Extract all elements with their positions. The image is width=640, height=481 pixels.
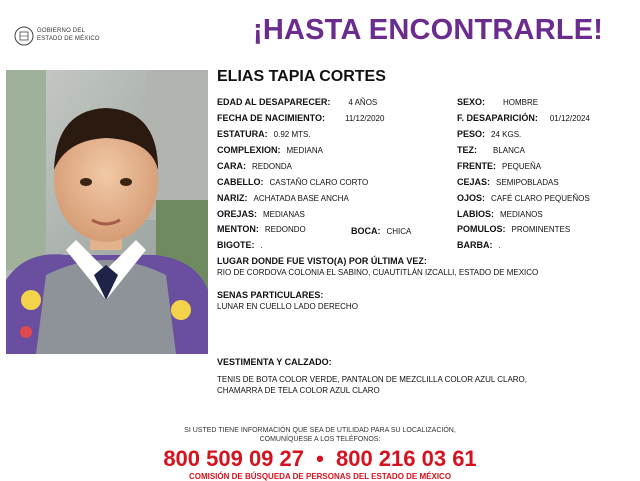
- phone-numbers: [0, 446, 640, 472]
- field-sex: SEXO: HOMBRE: [457, 97, 539, 107]
- phone-separator: •: [316, 446, 324, 471]
- missing-person-photo: [6, 70, 208, 354]
- field-mustache: BIGOTE: .: [217, 240, 263, 250]
- field-complexion: COMPLEXION: MEDIANA: [217, 145, 323, 155]
- field-disappearance-date: F. DESAPARICIÓN: 01/12/2024: [457, 113, 590, 123]
- field-weight: PESO: 24 KGS.: [457, 129, 522, 139]
- field-mouth: BOCA: CHICA: [351, 226, 412, 236]
- marks-label: SENAS PARTICULARES:: [217, 290, 324, 300]
- last-seen-label: LUGAR DONDE FUE VISTO(A) POR ÚLTIMA VEZ:: [217, 256, 427, 266]
- contact-info-line-2: COMUNÍQUESE A LOS TELÉFONOS:: [259, 436, 381, 443]
- phone-number-2[interactable]: 800 216 03 61: [335, 446, 477, 471]
- marks-value: LUNAR EN CUELLO LADO DERECHO: [217, 302, 358, 311]
- field-birthdate: FECHA DE NACIMIENTO: 11/12/2020: [217, 113, 385, 123]
- last-seen-value: RIO DE CORDOVA COLONIA EL SABINO, CUAUTITLÁN IZCALLI, ESTADO DE MEXICO: [217, 268, 539, 277]
- gov-line-1: GOBIERNO DEL: [37, 28, 86, 34]
- field-eyes: OJOS: CAFÉ CLARO PEQUEÑOS: [457, 193, 590, 203]
- person-name: ELIAS TAPIA CORTES: [217, 68, 386, 85]
- field-cheekbones: POMULOS: PROMINENTES: [457, 224, 571, 234]
- field-forehead: FRENTE: PEQUEÑA: [457, 161, 542, 171]
- field-ears: OREJAS: MEDIANAS: [217, 209, 305, 219]
- state-seal-icon: [14, 26, 34, 46]
- phone-number-1[interactable]: 800 509 09 27: [163, 446, 305, 471]
- field-skin: TEZ: BLANCA: [457, 145, 526, 155]
- commission-footer: COMISIÓN DE BÚSQUEDA DE PERSONAS DEL ESTADO DE MÉXICO: [188, 472, 452, 481]
- clothing-line-1: TENIS DE BOTA COLOR VERDE, PANTALON DE MEZCLILLA COLOR AZUL CLARO,: [217, 375, 527, 384]
- field-beard: BARBA: .: [457, 240, 501, 250]
- field-age: EDAD AL DESAPARECER: 4 AÑOS: [217, 97, 378, 107]
- banner-title: ¡HASTA ENCONTRARLE!: [253, 14, 604, 46]
- contact-info-line-1: SI USTED TIENE INFORMACIÓN QUE SEA DE UTILIDAD PARA SU LOCALIZACIÓN,: [184, 427, 456, 434]
- field-height: ESTATURA: 0.92 MTS.: [217, 129, 311, 139]
- field-face: CARA: REDONDA: [217, 161, 293, 171]
- clothing-line-2: CHAMARRA DE TELA COLOR AZUL CLARO: [217, 386, 380, 395]
- government-logo: [14, 26, 114, 48]
- field-nose: NARIZ: ACHATADA BASE ANCHA: [217, 193, 349, 203]
- clothing-label: VESTIMENTA Y CALZADO:: [217, 357, 332, 367]
- field-eyebrows: CEJAS: SEMIPOBLADAS: [457, 177, 559, 187]
- gov-line-2: ESTADO DE MÉXICO: [37, 36, 100, 42]
- field-hair: CABELLO: CASTAÑO CLARO CORTO: [217, 177, 369, 187]
- field-chin: MENTON: REDONDO: [217, 224, 306, 234]
- field-lips: LABIOS: MEDIANOS: [457, 209, 543, 219]
